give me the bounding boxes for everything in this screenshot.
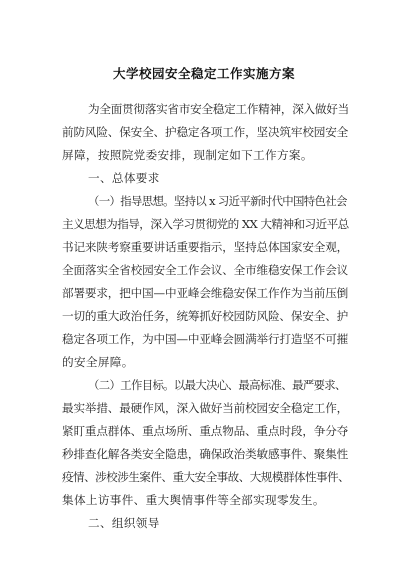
section-heading: 二、组织领导: [88, 516, 160, 530]
paragraph-line: 为全面贯彻落实省市安全稳定工作精神，深入做好当: [88, 102, 349, 116]
paragraph-line: 全面落实全省校园安全工作会议、全市维稳安保工作会议: [62, 263, 349, 277]
paragraph-line: 一切的重大政治任务，统筹抓好校园防风险、保安全、护: [62, 309, 349, 323]
paragraph-line: 疫情、涉校涉生案件、重大安全事故、大规模群体性事件、: [62, 470, 350, 484]
paragraph-line: 集体上访事件、重大舆情事件等全部实现零发生。: [62, 493, 325, 507]
paragraph-line: 屏障，按照院党委安排，现制定如下工作方案。: [62, 148, 313, 162]
paragraph-line: 前防风险、保安全、护稳定各项工作，坚决筑牢校园安全: [62, 125, 349, 139]
paragraph-line: 的安全屏障。: [62, 355, 134, 369]
paragraph-line: 主义思想为指导，深入学习贯彻党的 XX 大精神和习近平总: [62, 217, 349, 231]
paragraph-line: 稳定各项工作，为中国—中亚峰会圆满举行打造坚不可摧: [62, 332, 349, 346]
paragraph-line: 紧盯重点群体、重点场所、重点物品、重点时段，争分夺: [62, 424, 349, 438]
paragraph-line: 最实举措、最硬作风，深入做好当前校园安全稳定工作，: [62, 401, 349, 415]
document-title: 大学校园安全稳定工作实施方案: [112, 66, 295, 81]
paragraph-line: 秒排查化解各类安全隐患，确保政治类敏感事件、聚集性: [62, 447, 349, 461]
paragraph-line: 部署要求，把中国—中亚峰会维稳安保工作作为当前压倒: [62, 286, 349, 300]
paragraph-line: 书记来陕考察重要讲话重要指示，坚持总体国家安全观，: [62, 240, 349, 254]
paragraph-line: （一）指导思想。坚持以 x 习近平新时代中国特色社会: [88, 194, 347, 208]
section-heading: 一、总体要求: [88, 171, 160, 185]
paragraph-line: （二）工作目标。以最大决心、最高标准、最严要求、: [88, 378, 346, 392]
